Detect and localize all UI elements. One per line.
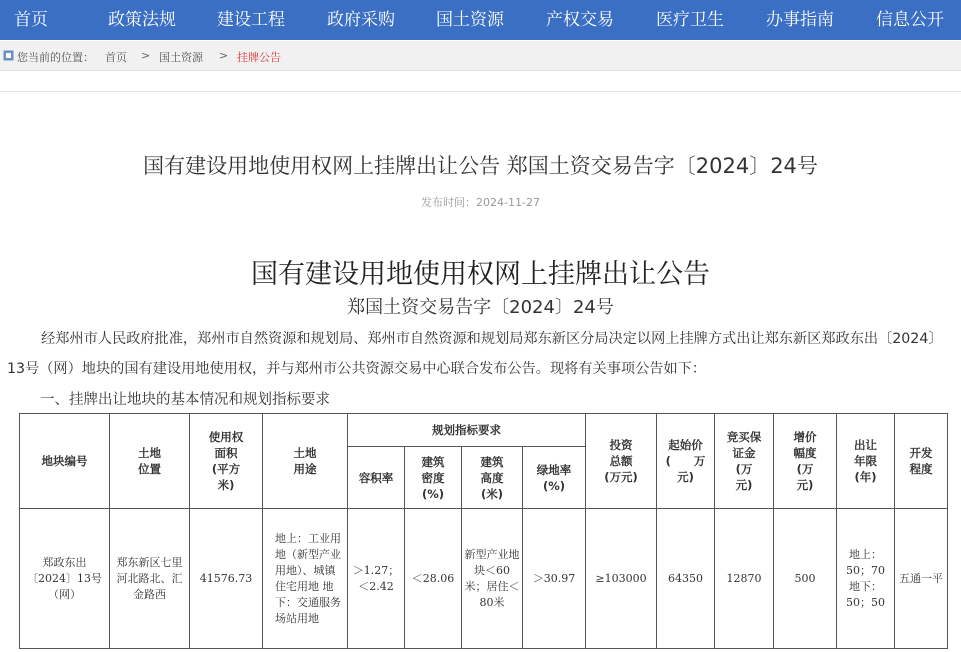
cell-start-price: 64350 — [657, 509, 715, 649]
breadcrumb-home[interactable]: 首页 — [105, 51, 127, 64]
header-deposit: 竞买保 证金 (万 元) — [715, 414, 774, 509]
nav-home[interactable]: 首页 — [14, 10, 48, 30]
cell-deposit: 12870 — [715, 509, 774, 649]
breadcrumb-label: 您当前的位置： — [17, 51, 94, 64]
header-parcel-no: 地块编号 — [20, 414, 110, 509]
nav-land[interactable]: 国土资源 — [436, 10, 504, 30]
divider — [0, 91, 961, 92]
breadcrumb — [0, 41, 961, 71]
document-title: 国有建设用地使用权网上挂牌出让公告 — [251, 259, 710, 290]
intro-paragraph: 经郑州市人民政府批准，郑州市自然资源和规划局、郑州市自然资源和规划局郑东新区分局决定以网上挂牌方式出让郑东新区郑政东出〔2024〕13号（网）地块的国有建设用地使用权，并与郑州市公共资源交易中心联合发布公告。现将有关事项公告如下： — [7, 331, 943, 377]
header-development: 开发 程度 — [895, 414, 948, 509]
header-start-price: 起始价 ( 万 元) — [657, 414, 715, 509]
location-home-icon — [3, 50, 14, 61]
nav-medical[interactable]: 医疗卫生 — [656, 10, 724, 30]
parcel-table — [19, 413, 948, 649]
nav-construction[interactable]: 建设工程 — [217, 10, 285, 30]
cell-term: 地上：50；70 地下：50；50 — [837, 509, 895, 649]
cell-area: 41576.73 — [190, 509, 263, 649]
document-number: 郑国土资交易告字〔2024〕24号 — [347, 297, 614, 318]
publish-date — [0, 194, 961, 210]
cell-parcel-no: 郑政东出〔2024〕13号（网） — [20, 509, 110, 649]
cell-green: ＞30.97 — [523, 509, 586, 649]
breadcrumb-separator: > — [219, 49, 229, 62]
nav-guide[interactable]: 办事指南 — [766, 10, 834, 30]
cell-development: 五通一平 — [895, 509, 948, 649]
header-area: 使用权 面积 (平方 米) — [190, 414, 263, 509]
header-far: 容积率 — [348, 447, 405, 509]
cell-density: ＜28.06 — [405, 509, 462, 649]
publish-label: 发布时间： — [421, 196, 477, 209]
cell-height: 新型产业地块＜60米；居住＜80米 — [462, 509, 523, 649]
header-planning: 规划指标要求 — [348, 414, 586, 447]
cell-location: 郑东新区七里河北路北、汇金路西 — [110, 509, 190, 649]
header-use: 土地 用途 — [263, 414, 348, 509]
publish-date-value: 2024-11-27 — [476, 196, 540, 209]
breadcrumb-separator: > — [141, 49, 151, 62]
header-term: 出让 年限 (年) — [837, 414, 895, 509]
header-location: 土地 位置 — [110, 414, 190, 509]
breadcrumb-current: 挂牌公告 — [237, 51, 281, 64]
nav-policy[interactable]: 政策法规 — [108, 10, 176, 30]
top-nav — [0, 0, 961, 40]
header-density: 建筑 密度 (%) — [405, 447, 462, 509]
header-green: 绿地率 (%) — [523, 447, 586, 509]
cell-investment: ≥103000 — [586, 509, 657, 649]
page-title: 国有建设用地使用权网上挂牌出让公告 郑国土资交易告字〔2024〕24号 — [143, 154, 818, 178]
cell-far: ＞1.27；＜2.42 — [348, 509, 405, 649]
cell-increment: 500 — [774, 509, 837, 649]
breadcrumb-land[interactable]: 国土资源 — [159, 51, 203, 64]
header-investment: 投资 总额 (万元) — [586, 414, 657, 509]
section-heading: 一、挂牌出让地块的基本情况和规划指标要求 — [40, 392, 330, 408]
header-height: 建筑 高度 (米) — [462, 447, 523, 509]
header-increment: 增价 幅度 (万 元) — [774, 414, 837, 509]
nav-procurement[interactable]: 政府采购 — [327, 10, 395, 30]
nav-info[interactable]: 信息公开 — [876, 10, 944, 30]
nav-property[interactable]: 产权交易 — [546, 10, 614, 30]
cell-use: 地上：工业用地（新型产业用地）、城镇住宅用地 地下：交通服务场站用地 — [263, 509, 348, 649]
